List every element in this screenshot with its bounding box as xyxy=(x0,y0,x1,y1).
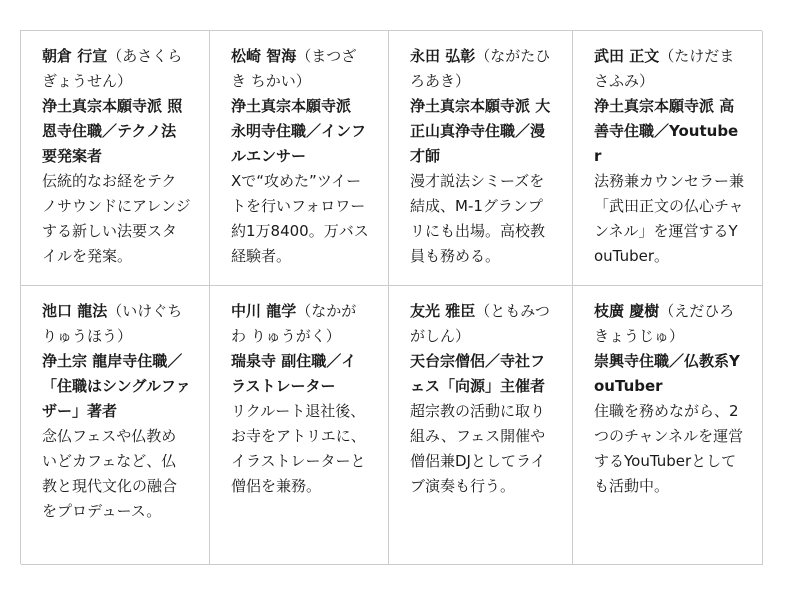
person-role: 浄土真宗本願寺派 高善寺住職／Youtuber xyxy=(594,97,739,165)
profile-cell xyxy=(21,31,210,286)
person-description: Xで“攻めた”ツイートを行いフォロワー約1万8400。万バス経験者。 xyxy=(231,172,369,265)
person-description: 超宗教の活動に取り組み、フェス開催や僧侶兼DJとしてライブ演奏も行う。 xyxy=(410,402,546,495)
person-role: 浄土宗 龍岸寺住職／「住職はシングルファザー」著者 xyxy=(42,352,191,420)
person-description: 法務兼カウンセラー兼「武田正文の仏心チャンネル」を運営するYouTuber。 xyxy=(594,172,745,265)
person-reading: （えだひろ きょうじゅ） xyxy=(594,302,735,345)
person-name: 武田 正文 xyxy=(594,47,660,65)
person-name: 朝倉 行宣 xyxy=(42,47,108,65)
person-role: 浄土真宗本願寺派 大正山真浄寺住職／漫才師 xyxy=(410,97,551,165)
person-description: 住職を務めながら、2つのチャンネルを運営するYouTuberとしても活動中。 xyxy=(594,402,744,495)
profile-cell xyxy=(389,286,573,565)
person-reading: （まつざき ちかい） xyxy=(231,47,357,90)
person-role: 浄土真宗本願寺派 照恩寺住職／テクノ法要発案者 xyxy=(42,97,183,165)
profile-cell xyxy=(389,31,573,286)
profile-cell xyxy=(210,31,389,286)
person-name: 永田 弘彰 xyxy=(410,47,476,65)
person-role: 崇興寺住職／仏教系YouTuber xyxy=(594,352,740,395)
person-name: 友光 雅臣 xyxy=(410,302,476,320)
person-name: 松崎 智海 xyxy=(231,47,297,65)
person-name: 池口 龍法 xyxy=(42,302,108,320)
profile-cell xyxy=(210,286,389,565)
person-reading: （ともみつ がしん） xyxy=(410,302,550,345)
profile-cell xyxy=(21,286,210,565)
profile-cell xyxy=(573,286,763,565)
person-role: 天台宗僧侶／寺社フェス「向源」主催者 xyxy=(410,352,546,395)
person-reading: （あさくら ぎょうせん） xyxy=(42,47,183,90)
person-description: 伝統的なお経をテクノサウンドにアレンジする新しい法要スタイルを発案。 xyxy=(42,172,191,265)
person-reading: （たけだまさふみ） xyxy=(594,47,735,90)
person-role: 浄土真宗本願寺派 永明寺住職／インフルエンサー xyxy=(231,97,367,165)
person-reading: （なかがわ りゅうがく） xyxy=(231,302,357,345)
person-description: 念仏フェスや仏教めいどカフェなど、仏教と現代文化の融合をプロデュース。 xyxy=(42,427,178,520)
person-name: 中川 龍学 xyxy=(231,302,297,320)
person-reading: （ながたひろあき） xyxy=(410,47,551,90)
person-name: 枝廣 慶樹 xyxy=(594,302,660,320)
person-role: 瑞泉寺 副住職／イラストレーター xyxy=(231,352,357,395)
profile-cell xyxy=(573,31,763,286)
person-reading: （いけぐち りゅうほう） xyxy=(42,302,183,345)
person-description: リクルート退社後、お寺をアトリエに、イラストレーターと僧侶を兼務。 xyxy=(231,402,366,495)
person-description: 漫才説法シミーズを結成、M-1グランプリにも出場。高校教員も務める。 xyxy=(410,172,546,265)
profile-table xyxy=(20,30,762,564)
